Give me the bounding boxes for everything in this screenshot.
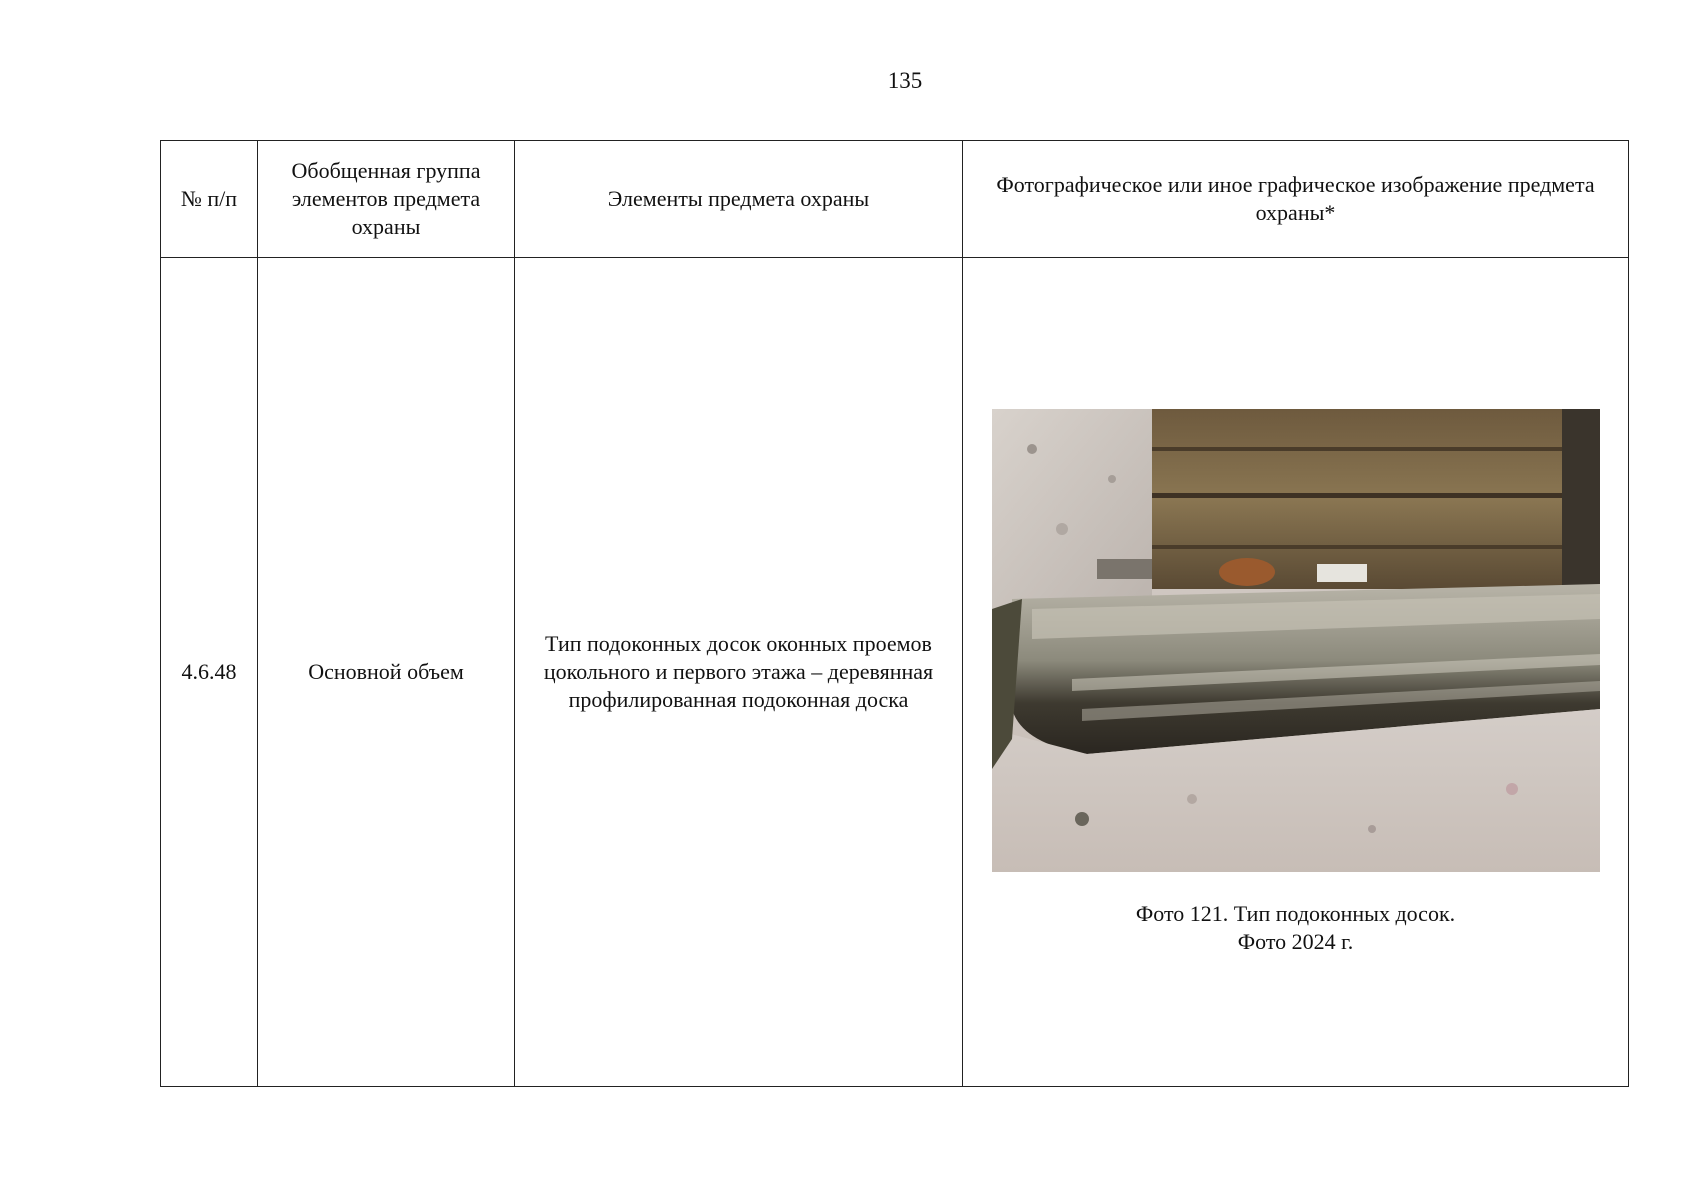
- page-number: 135: [887, 68, 923, 93]
- caption-line-1: Фото 121. Тип подоконных досок.: [1135, 900, 1456, 926]
- cell-number: 4.6.48: [161, 258, 258, 1087]
- header-elements: Элементы предмета охраны: [515, 141, 963, 258]
- header-number: № п/п: [161, 141, 258, 258]
- photo-block: [963, 389, 1628, 956]
- caption-line-2: Фото 2024 г.: [1237, 928, 1354, 954]
- windowsill-photo: [992, 409, 1600, 872]
- table-header-row: [161, 141, 1629, 258]
- cell-group: Основной объем: [258, 258, 515, 1087]
- photo-caption: [1136, 900, 1455, 956]
- header-image: Фотографическое или иное графическое изображение предмета охраны*: [963, 141, 1629, 258]
- cell-image: [963, 258, 1629, 1087]
- header-group: Обобщенная группа элементов предмета охраны: [258, 141, 515, 258]
- cell-elements: Тип подоконных досок оконных проемов цокольного и первого этажа – деревянная профилированная подоконная доска: [515, 258, 963, 1087]
- heritage-elements-table: [160, 140, 1629, 1087]
- table-row: [161, 258, 1629, 1087]
